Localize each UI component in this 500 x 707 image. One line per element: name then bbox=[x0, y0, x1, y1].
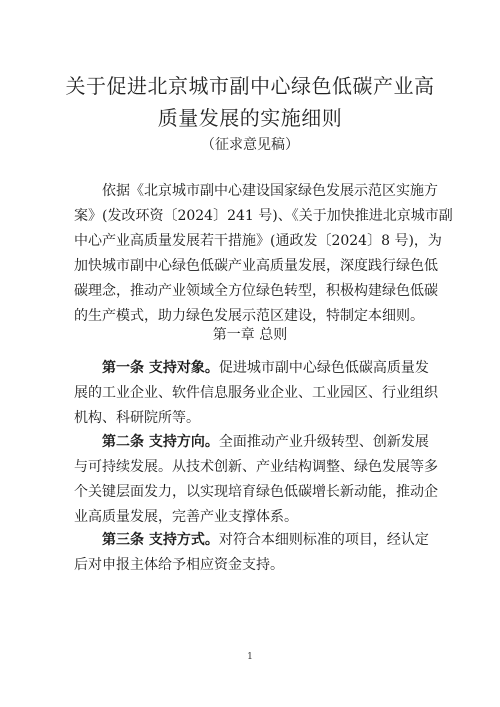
article-1 bbox=[74, 356, 438, 431]
article-3-first-line bbox=[74, 528, 434, 553]
preamble-line: 碳理念，推动产业领域全方位绿色转型，积极构建绿色低碳 bbox=[74, 283, 438, 299]
document-title-line-1: 关于促进北京城市副中心绿色低碳产业高 bbox=[65, 74, 435, 98]
preamble-line: 案》(发改环资〔2024〕241 号)、《关于加快推进北京城市副 bbox=[74, 208, 453, 224]
article-1-label: 第一条 支持对象。 bbox=[102, 360, 219, 376]
article-1-line: 展的工业企业、软件信息服务业企业、工业园区、行业组织 bbox=[74, 385, 438, 401]
document-subtitle: （征求意见稿） bbox=[201, 137, 299, 153]
preamble-line: 中心产业高质量发展若干措施》(通政发〔2024〕8 号)，为 bbox=[74, 233, 442, 249]
article-2-line: 与可持续发展。从技术创新、产业结构调整、绿色发展等多 bbox=[74, 459, 438, 475]
page-number: 1 bbox=[247, 652, 253, 662]
article-1-line: 机构、科研院所等。 bbox=[74, 410, 200, 426]
article-2 bbox=[74, 430, 438, 530]
preamble-line: 加快城市副中心绿色低碳产业高质量发展，深度践行绿色低 bbox=[74, 258, 438, 274]
preamble-line: 的生产模式，助力绿色发展示范区建设，特制定本细则。 bbox=[74, 308, 424, 324]
article-3-label: 第三条 支持方式。 bbox=[102, 532, 219, 548]
preamble-paragraph bbox=[74, 179, 453, 329]
preamble-line: 依据《北京城市副中心建设国家绿色发展示范区实施方 bbox=[102, 183, 438, 199]
article-3-line: 后对申报主体给予相应资金支持。 bbox=[74, 557, 284, 573]
document-title-line-2: 质量发展的实施细则 bbox=[157, 106, 343, 130]
article-1-first-line bbox=[74, 356, 434, 381]
article-3-first-text: 对符合本细则标准的项目，经认定 bbox=[218, 532, 429, 548]
article-2-line: 个关键层面发力，以实现培育绿色低碳增长新动能，推动企 bbox=[74, 484, 438, 500]
article-1-first-text: 促进城市副中心绿色低碳高质量发 bbox=[218, 360, 429, 376]
article-3 bbox=[74, 528, 434, 578]
article-2-first-line bbox=[74, 430, 434, 455]
article-2-line: 业高质量发展，完善产业支撑体系。 bbox=[74, 509, 298, 525]
chapter-heading: 第一章 总则 bbox=[212, 327, 288, 343]
article-2-label: 第二条 支持方向。 bbox=[102, 434, 219, 450]
article-2-first-text: 全面推动产业升级转型、创新发展 bbox=[218, 434, 429, 450]
